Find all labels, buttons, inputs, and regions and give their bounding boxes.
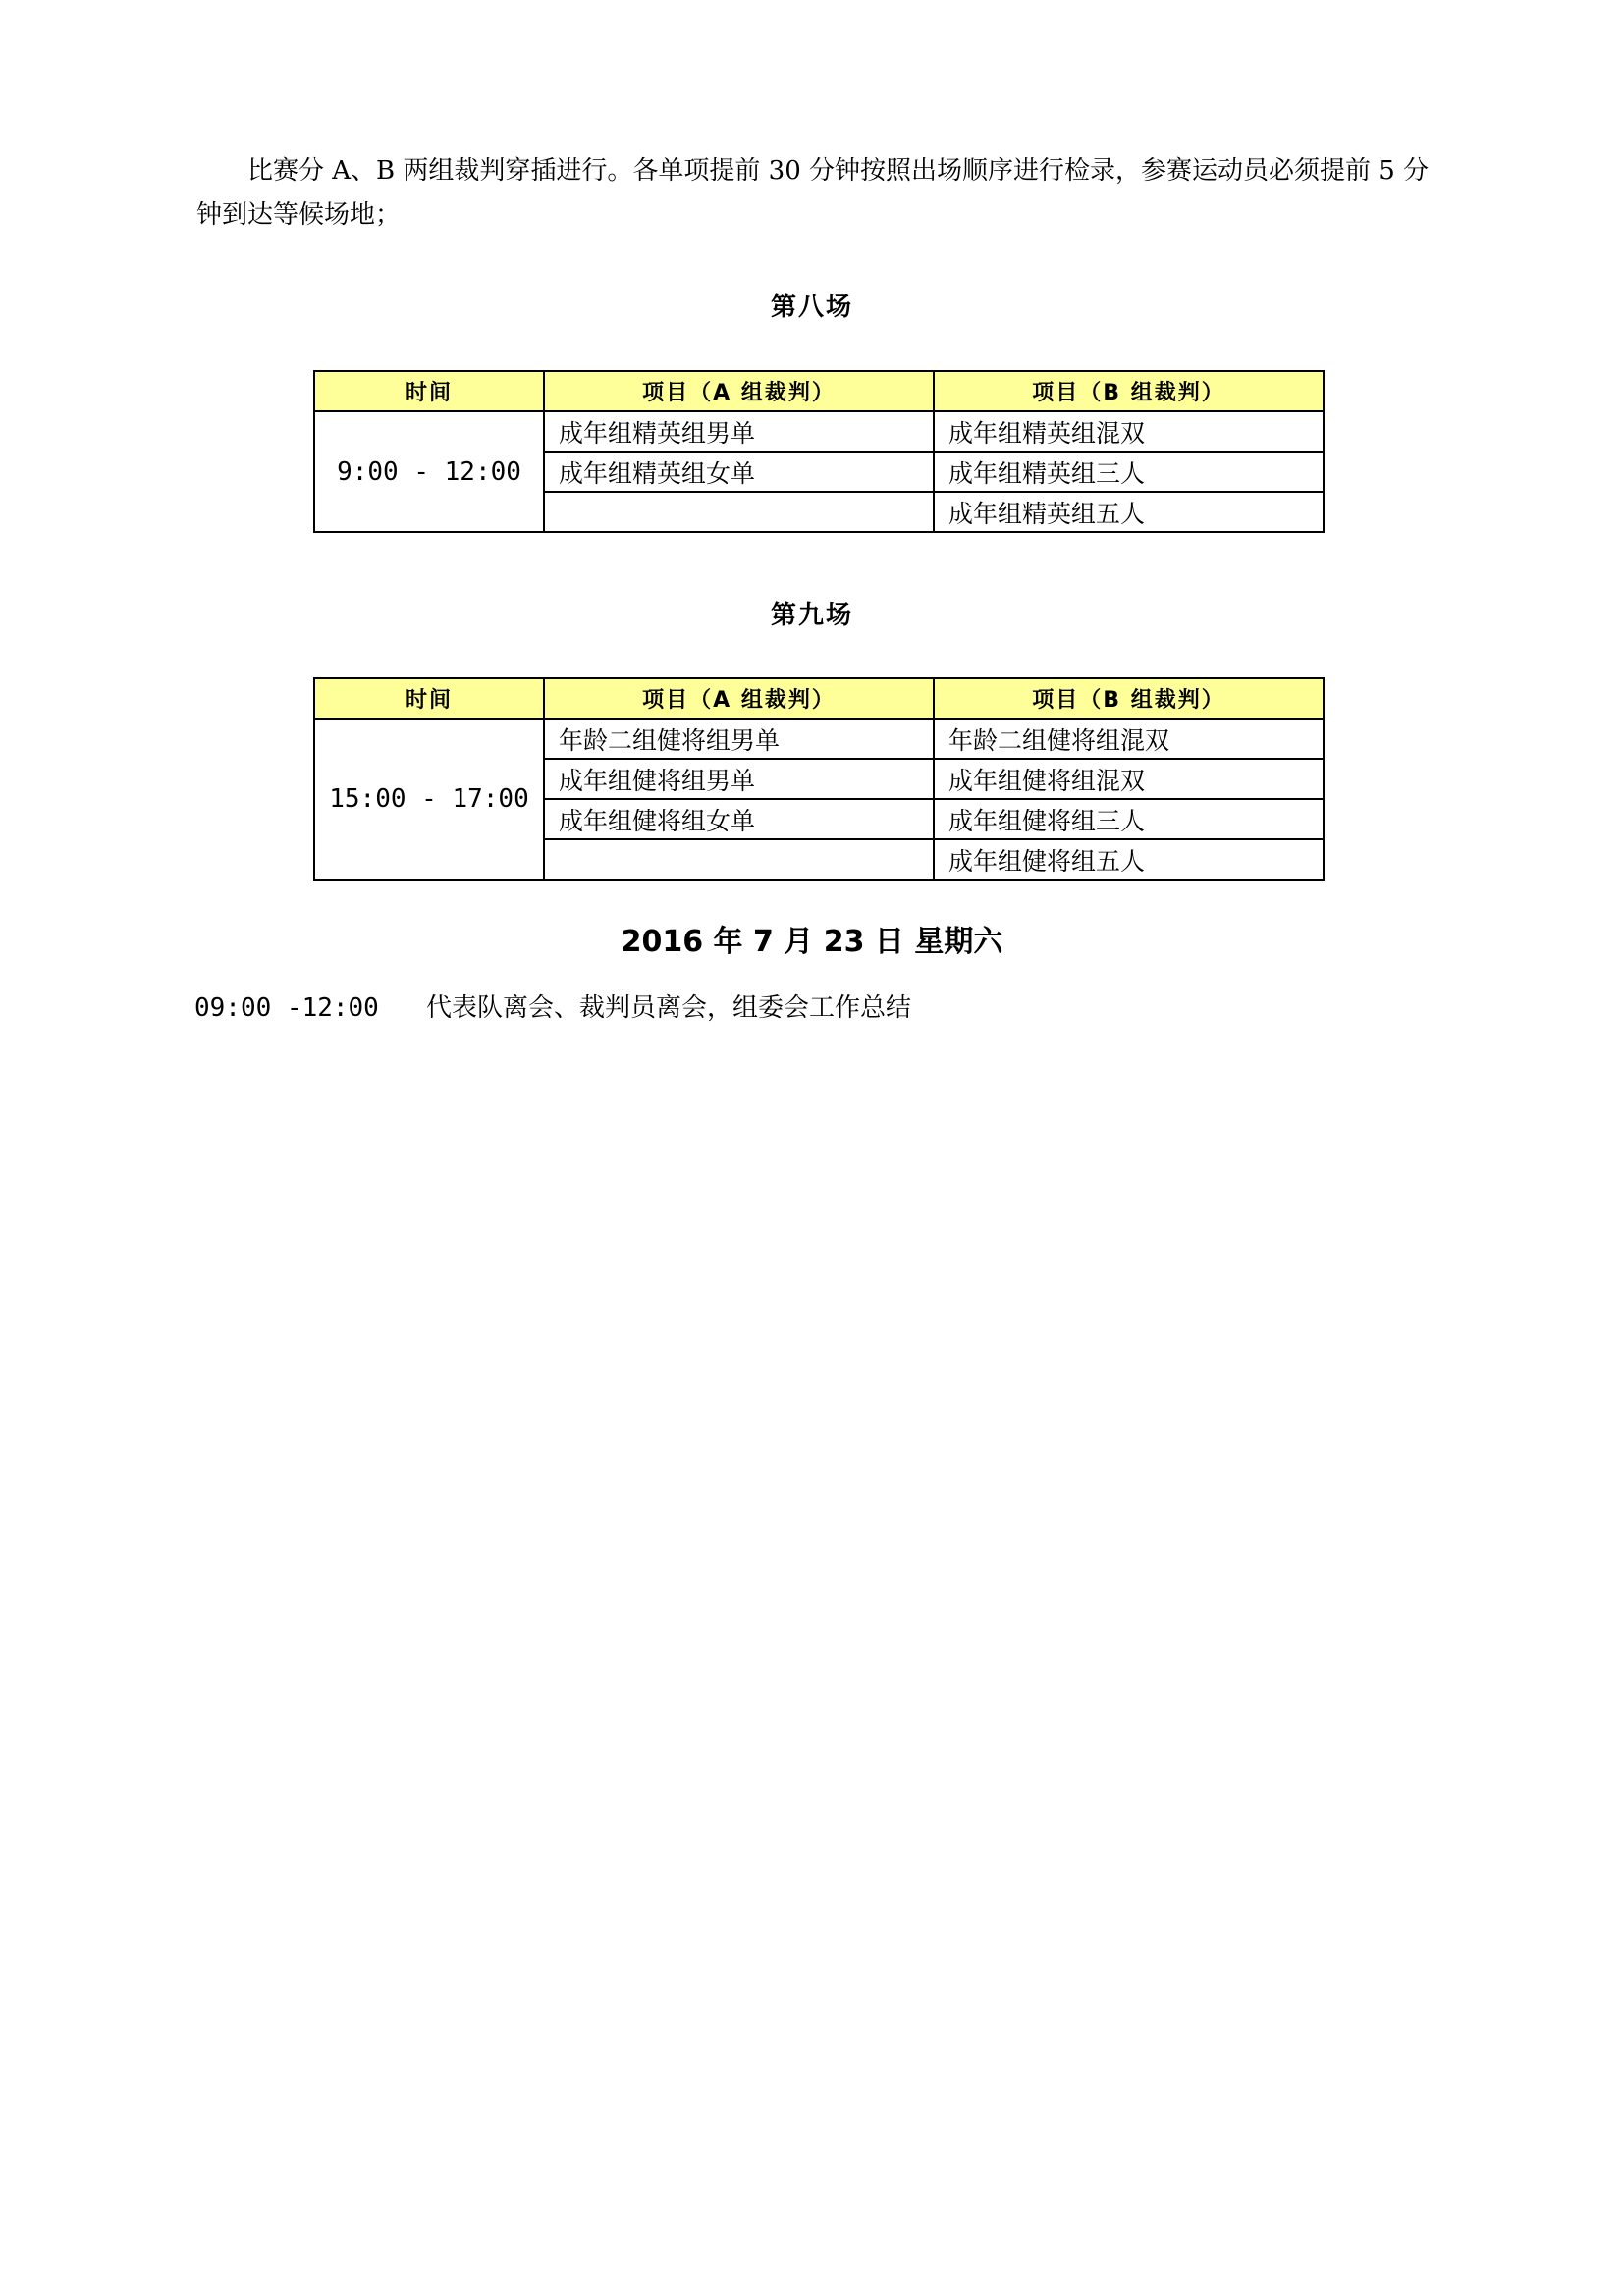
- table-header-row: [314, 678, 1324, 719]
- group-b-event: 成年组精英组三人: [934, 452, 1324, 492]
- agenda-text: 代表队离会、裁判员离会，组委会工作总结: [426, 993, 912, 1023]
- group-b-event: 成年组健将组五人: [934, 839, 1324, 880]
- group-a-event: [544, 839, 934, 880]
- group-a-event: 成年组精英组男单: [544, 411, 934, 452]
- intro-paragraph: 比赛分 A、B 两组裁判穿插进行。各单项提前 30 分钟按照出场顺序进行检录，参赛运动员必须提前 5 分钟到达等候场地；: [196, 156, 1430, 230]
- header-time: 时间: [314, 371, 544, 411]
- agenda-time: 09:00 -12:00: [194, 993, 379, 1023]
- group-b-event: 成年组健将组三人: [934, 799, 1324, 839]
- day-heading: 2016 年 7 月 23 日 星期六: [621, 925, 1003, 959]
- header-group-a: 项目（A 组裁判）: [544, 678, 934, 719]
- group-a-event: 成年组健将组男单: [544, 759, 934, 799]
- group-a-event: 年龄二组健将组男单: [544, 719, 934, 759]
- group-b-event: 年龄二组健将组混双: [934, 719, 1324, 759]
- header-time: 时间: [314, 678, 544, 719]
- session-8-schedule-table: [313, 370, 1325, 533]
- header-group-a: 项目（A 组裁判）: [544, 371, 934, 411]
- session-time: 15:00 - 17:00: [314, 719, 544, 880]
- header-group-b: 项目（B 组裁判）: [934, 371, 1324, 411]
- group-b-event: 成年组精英组五人: [934, 492, 1324, 532]
- session-9-title: 第九场: [770, 601, 853, 630]
- group-b-event: 成年组精英组混双: [934, 411, 1324, 452]
- table-row: [314, 719, 1324, 759]
- agenda-line: [194, 988, 911, 1024]
- table-header-row: [314, 371, 1324, 411]
- group-a-event: 成年组健将组女单: [544, 799, 934, 839]
- session-9-schedule-table: [313, 677, 1325, 881]
- group-a-event: [544, 492, 934, 532]
- group-a-event: 成年组精英组女单: [544, 452, 934, 492]
- session-8-title: 第八场: [770, 293, 853, 322]
- table-row: [314, 411, 1324, 452]
- header-group-b: 项目（B 组裁判）: [934, 678, 1324, 719]
- session-time: 9:00 - 12:00: [314, 411, 544, 532]
- group-b-event: 成年组健将组混双: [934, 759, 1324, 799]
